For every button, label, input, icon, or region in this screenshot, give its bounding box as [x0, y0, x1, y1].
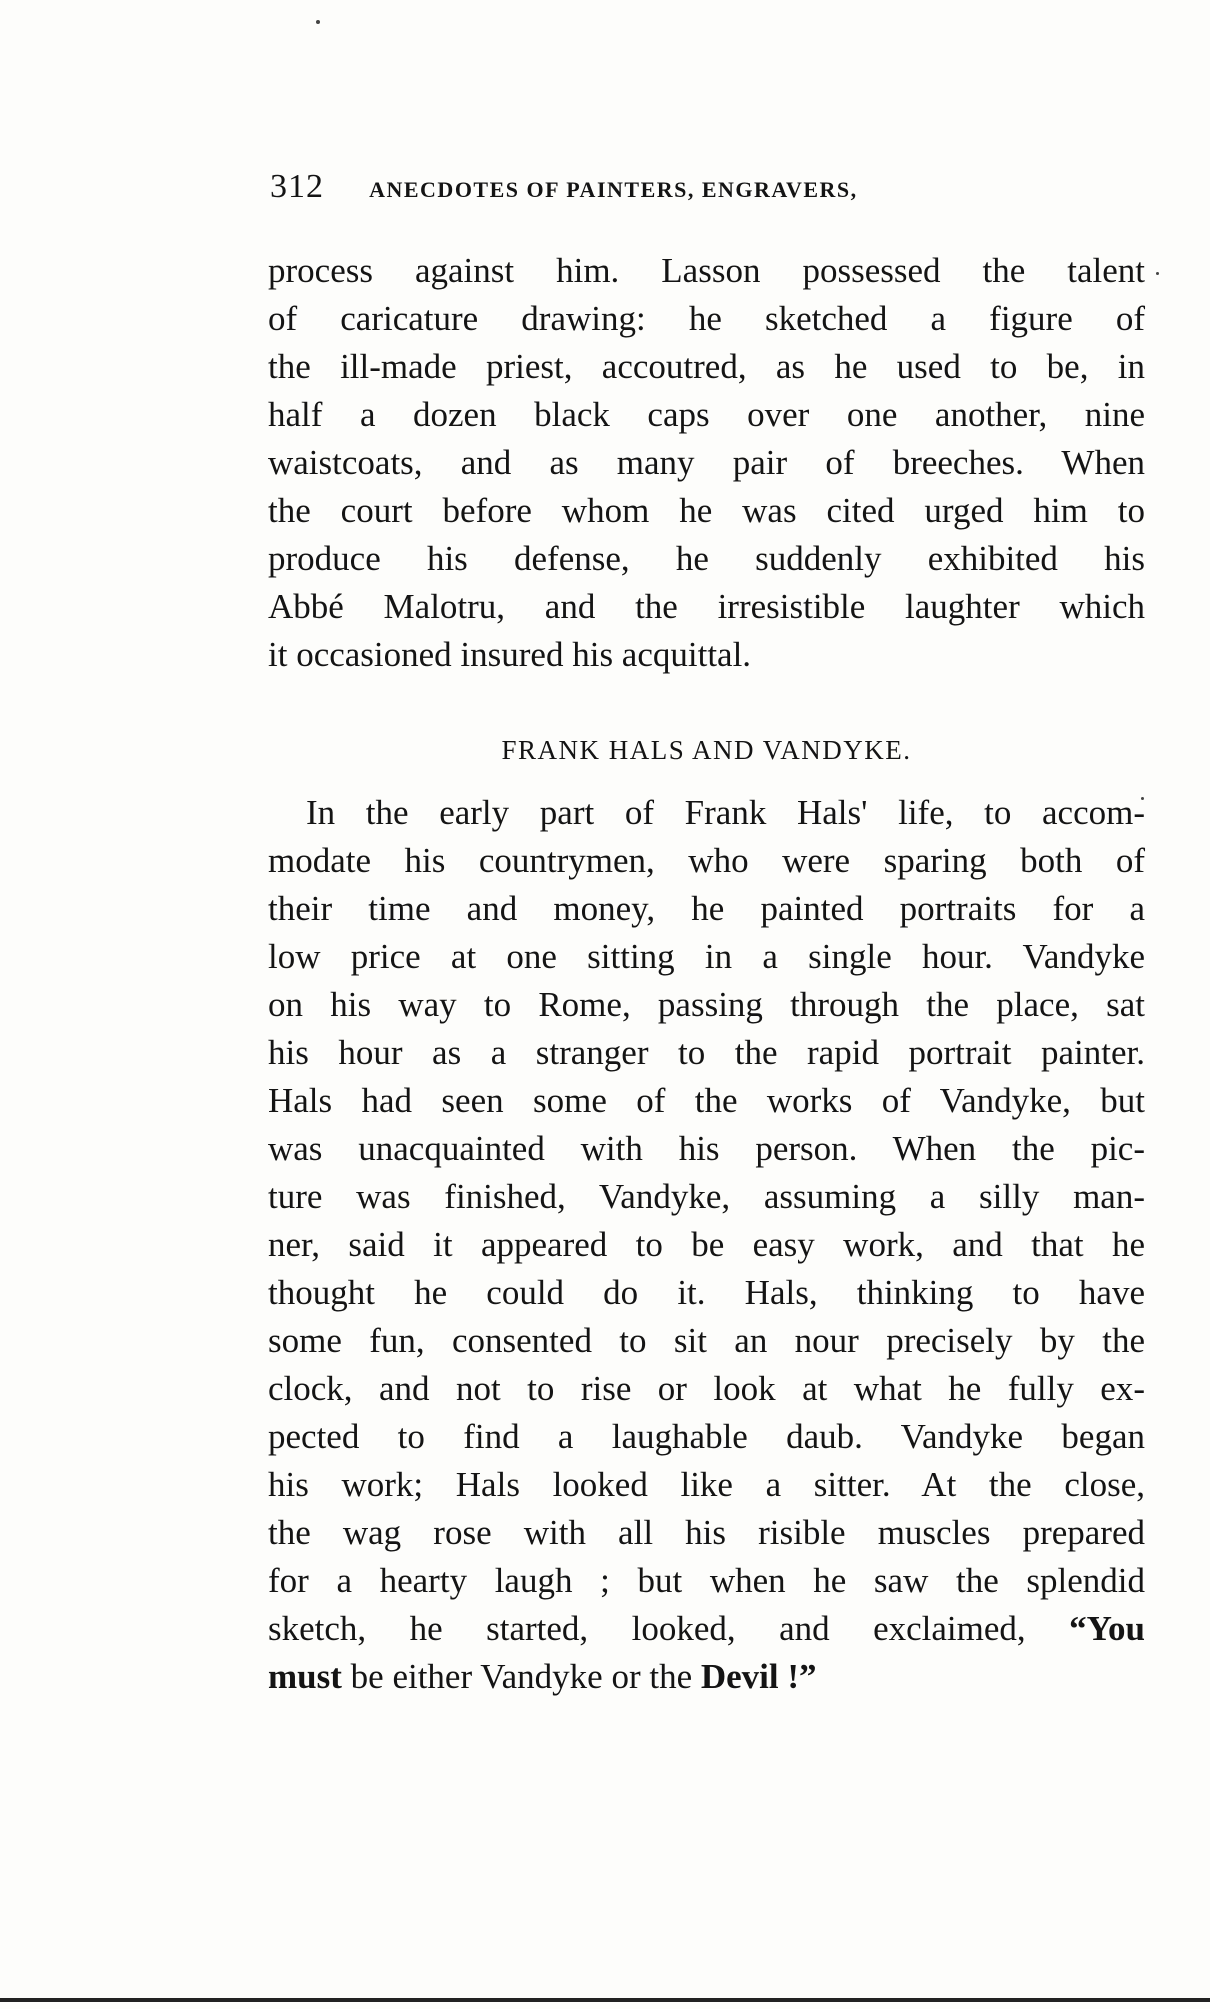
- text-line: clock, and not to rise or look at what he fully ex-: [268, 1369, 1145, 1408]
- text-line: In the early part of Frank Hals' life, to accom-: [306, 793, 1145, 832]
- page-bottom-edge: [0, 1998, 1210, 2002]
- text-line: Hals had seen some of the works of Vandyke, but: [268, 1081, 1145, 1120]
- text-line: Abbé Malotru, and the irresistible laughter which: [268, 587, 1145, 626]
- section-heading: FRANK HALS AND VANDYKE.: [501, 735, 912, 765]
- quote-open: “You: [1069, 1609, 1145, 1648]
- text-line: was unacquainted with his person. When the pic-: [268, 1129, 1145, 1168]
- text-line: process against him. Lasson possessed the talent: [268, 251, 1145, 290]
- text-line: for a hearty laugh ; but when he saw the splendid: [268, 1561, 1145, 1600]
- text-line: the wag rose with all his risible muscles prepared: [268, 1513, 1145, 1552]
- text-line: waistcoats, and as many pair of breeches. When: [268, 443, 1145, 482]
- text-line: half a dozen black caps over one another, nine: [268, 395, 1145, 434]
- text-line: on his way to Rome, passing through the place, sat: [268, 985, 1145, 1024]
- text-line: ner, said it appeared to be easy work, and that he: [268, 1225, 1145, 1264]
- running-head: [270, 168, 1030, 208]
- text-line: low price at one sitting in a single hour. Vandyke: [268, 937, 1145, 976]
- text-line: their time and money, he painted portraits for a: [268, 889, 1145, 928]
- text-line: some fun, consented to sit an nour precisely by the: [268, 1321, 1145, 1360]
- text-line: the ill-made priest, accoutred, as he used to be, in: [268, 347, 1145, 386]
- text-line: his work; Hals looked like a sitter. At the close,: [268, 1465, 1145, 1504]
- text-line: pected to find a laughable daub. Vandyke began: [268, 1417, 1145, 1456]
- text-line: the court before whom he was cited urged him to: [268, 491, 1145, 530]
- text-line: his hour as a stranger to the rapid portrait painter.: [268, 1033, 1145, 1072]
- running-title: ANECDOTES OF PAINTERS, ENGRAVERS,: [369, 177, 858, 202]
- text-line: ture was finished, Vandyke, assuming a silly man-: [268, 1177, 1145, 1216]
- final-line-middle: be either Vandyke or the: [350, 1657, 693, 1696]
- final-line: [268, 1653, 1145, 1701]
- text-line: of caricature drawing: he sketched a figure of: [268, 299, 1145, 338]
- final-line-end: Devil !”: [700, 1657, 817, 1696]
- final-line-start: must: [268, 1657, 342, 1696]
- text-line: modate his countrymen, who were sparing both of: [268, 841, 1145, 880]
- line-text: sketch, he started, looked, and exclaimed,: [268, 1609, 1026, 1648]
- print-speck: [1156, 272, 1159, 275]
- page-number: 312: [270, 168, 324, 205]
- text-line: thought he could do it. Hals, thinking to have: [268, 1273, 1145, 1312]
- text-line: produce his defense, he suddenly exhibited his: [268, 539, 1145, 578]
- print-speck: [316, 20, 320, 24]
- text-line-with-quote: [268, 1605, 1145, 1653]
- text-line: it occasioned insured his acquittal.: [268, 635, 752, 674]
